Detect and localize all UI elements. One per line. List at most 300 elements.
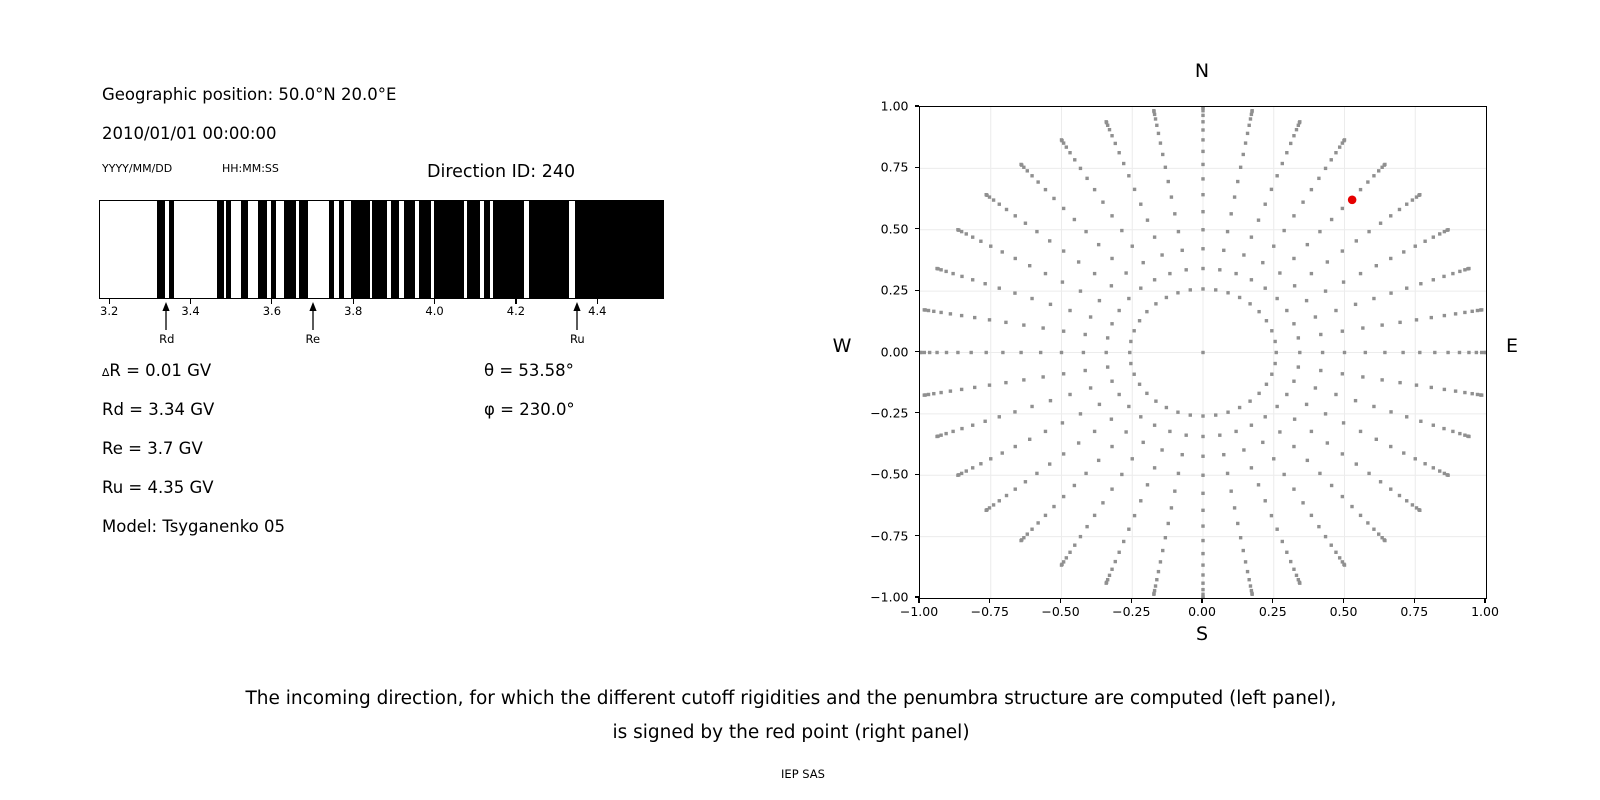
scatter-dot xyxy=(1201,210,1204,213)
scatter-dot xyxy=(1201,588,1204,591)
scatter-dot xyxy=(1289,560,1292,563)
scatter-dot xyxy=(1084,230,1087,233)
x-axis-tick-label: 0.50 xyxy=(1329,604,1358,619)
scatter-dot xyxy=(1257,483,1260,486)
scatter-dot xyxy=(1139,499,1142,502)
scatter-dot xyxy=(1272,244,1275,247)
scatter-dot xyxy=(923,351,926,354)
y-axis-tick xyxy=(915,167,920,168)
scatter-dot xyxy=(935,267,938,270)
scatter-dot xyxy=(1160,448,1163,451)
scatter-dot xyxy=(1341,372,1344,375)
scatter-dot xyxy=(1480,351,1483,354)
x-axis-tick-label: 0.75 xyxy=(1400,604,1429,619)
scatter-dot xyxy=(1201,193,1204,196)
scatter-dot xyxy=(1105,581,1108,584)
scatter-dot xyxy=(1004,381,1007,384)
scatter-dot xyxy=(1019,539,1022,542)
scatter-dot xyxy=(1153,424,1156,427)
compass-label-east: E xyxy=(1505,335,1519,357)
axis-tick-label: 3.8 xyxy=(344,304,363,318)
x-axis-tick xyxy=(1060,598,1061,603)
scatter-dot xyxy=(1041,375,1044,378)
scatter-dot xyxy=(1108,128,1111,131)
scatter-dot xyxy=(1218,268,1221,271)
y-axis-tick-label: 0.50 xyxy=(880,221,909,237)
y-axis-tick-label: −0.25 xyxy=(870,405,909,421)
scatter-dot xyxy=(1443,314,1446,317)
scatter-dot xyxy=(1282,473,1285,476)
scatter-dot xyxy=(1293,417,1296,420)
scatter-dot xyxy=(1133,514,1136,517)
scatter-dot xyxy=(1049,399,1052,402)
scatter-dot xyxy=(1446,228,1449,231)
scatter-dot xyxy=(1248,302,1251,305)
axis-tick-label: 4.0 xyxy=(425,304,444,318)
scatter-dot xyxy=(1438,469,1441,472)
scatter-dot xyxy=(1250,593,1253,596)
scatter-dot xyxy=(1250,235,1253,238)
penumbra-band xyxy=(339,201,344,298)
penumbra-plot xyxy=(99,200,664,299)
scatter-dot xyxy=(1013,291,1016,294)
scatter-dot xyxy=(939,391,942,394)
scatter-dot xyxy=(1423,462,1426,465)
scatter-dot xyxy=(1214,413,1217,416)
scatter-dot xyxy=(1275,174,1278,177)
scatter-dot xyxy=(1127,405,1130,408)
scatter-dot xyxy=(1218,433,1221,436)
scatter-dot xyxy=(1334,309,1337,312)
scatter-dot xyxy=(1014,487,1017,490)
scatter-dot xyxy=(1246,132,1249,135)
scatter-dot xyxy=(1451,272,1454,275)
scatter-dot xyxy=(951,430,954,433)
time-format-label: HH:MM:SS xyxy=(222,162,279,175)
scatter-dot xyxy=(1173,489,1176,492)
scatter-dot xyxy=(1019,163,1022,166)
scatter-dot xyxy=(1181,453,1184,456)
scatter-dot xyxy=(960,388,963,391)
scatter-dot xyxy=(1146,218,1149,221)
scatter-dot xyxy=(1201,563,1204,566)
scatter-dot xyxy=(1419,420,1422,423)
scatter-dot xyxy=(1249,584,1252,587)
up-arrow-icon xyxy=(571,302,583,331)
scatter-dot xyxy=(1155,124,1158,127)
x-axis-tick xyxy=(1131,598,1132,603)
scatter-dot xyxy=(1292,257,1295,260)
scatter-dot xyxy=(939,433,942,436)
scatter-dot xyxy=(1098,299,1101,302)
scatter-dot xyxy=(1065,145,1068,148)
scatter-dot xyxy=(1124,430,1127,433)
scatter-dot xyxy=(1389,410,1392,413)
scatter-dot xyxy=(1060,351,1063,354)
scatter-dot xyxy=(1153,466,1156,469)
scatter-dot xyxy=(1093,272,1096,275)
axis-tick-label: 3.2 xyxy=(100,304,119,318)
marker-Ru xyxy=(570,302,584,346)
scatter-dot xyxy=(1398,208,1401,211)
scatter-dot xyxy=(1433,351,1436,354)
scatter-dot xyxy=(1354,303,1357,306)
scatter-dot xyxy=(1124,271,1127,274)
scatter-dot xyxy=(1463,391,1466,394)
scatter-dot xyxy=(1334,551,1337,554)
scatter-dot xyxy=(1036,521,1039,524)
scatter-dot xyxy=(989,244,992,247)
compass-label-north: N xyxy=(1194,60,1210,82)
scatter-dot xyxy=(1270,188,1273,191)
scatter-dot xyxy=(1201,435,1204,438)
scatter-dot xyxy=(1019,351,1022,354)
penumbra-band xyxy=(351,201,370,298)
penumbra-band xyxy=(529,201,569,298)
scatter-dot xyxy=(1364,351,1367,354)
scatter-dot xyxy=(1152,109,1155,112)
scatter-dot xyxy=(1233,195,1236,198)
scatter-dot xyxy=(1249,117,1252,120)
scatter-dot xyxy=(1458,270,1461,273)
scatter-dot xyxy=(1089,315,1092,318)
x-axis-tick-label: 0.00 xyxy=(1188,604,1216,619)
scatter-dot xyxy=(1110,417,1113,420)
scatter-dot xyxy=(1292,380,1295,383)
scatter-dot xyxy=(1028,438,1031,441)
scatter-dot xyxy=(1110,380,1113,383)
y-axis-tick-label: −1.00 xyxy=(870,589,909,605)
direction-map-plot xyxy=(919,106,1487,599)
scatter-dot xyxy=(971,424,974,427)
penumbra-markers xyxy=(99,302,664,352)
scatter-dot xyxy=(1164,166,1167,169)
marker-label: Re xyxy=(305,332,321,346)
scatter-dot xyxy=(1131,457,1134,460)
scatter-dot xyxy=(1463,433,1466,436)
scatter-dot xyxy=(1247,124,1250,127)
scatter-dot xyxy=(1154,399,1157,402)
scatter-dot xyxy=(1432,424,1435,427)
scatter-dot xyxy=(1114,560,1117,563)
scatter-dot xyxy=(1085,177,1088,180)
scatter-dot xyxy=(1476,309,1479,312)
scatter-dot xyxy=(1176,411,1179,414)
x-axis-tick xyxy=(1484,598,1485,603)
scatter-dot xyxy=(1122,162,1125,165)
scatter-dot xyxy=(1201,351,1204,354)
scatter-dot xyxy=(1044,272,1047,275)
scatter-dot xyxy=(1226,291,1229,294)
penumbra-band xyxy=(241,201,247,298)
scatter-dot xyxy=(1128,351,1131,354)
scatter-dot xyxy=(1264,415,1267,418)
scatter-dot xyxy=(1201,492,1204,495)
scatter-dot xyxy=(1355,239,1358,242)
caption-line-2: is signed by the red point (right panel) xyxy=(612,722,970,743)
scatter-dot xyxy=(1168,272,1171,275)
scatter-dot xyxy=(1372,297,1375,300)
scatter-dot xyxy=(1298,581,1301,584)
scatter-dot xyxy=(1062,329,1065,332)
scatter-dot xyxy=(1432,235,1435,238)
scatter-dot xyxy=(960,314,963,317)
scatter-dot xyxy=(1463,311,1466,314)
scatter-dot xyxy=(1361,375,1364,378)
scatter-dot xyxy=(1341,495,1344,498)
scatter-dot xyxy=(1367,472,1370,475)
scatter-dot xyxy=(1242,253,1245,256)
scatter-dot xyxy=(1085,525,1088,528)
scatter-dot xyxy=(1281,162,1284,165)
scatter-dot xyxy=(1062,372,1065,375)
penumbra-band xyxy=(284,201,296,298)
scatter-dot xyxy=(960,427,963,430)
scatter-dot xyxy=(1131,244,1134,247)
scatter-dot xyxy=(1292,445,1295,448)
scatter-dot xyxy=(1030,297,1033,300)
scatter-dot xyxy=(1415,318,1418,321)
scatter-dot xyxy=(1201,474,1204,477)
scatter-dot xyxy=(1324,535,1327,538)
scatter-dot xyxy=(1068,551,1071,554)
scatter-dot xyxy=(1234,430,1237,433)
scatter-dot xyxy=(1127,297,1130,300)
scatter-dot xyxy=(1273,362,1276,365)
scatter-dot xyxy=(1247,578,1250,581)
scatter-dot xyxy=(1484,351,1486,354)
scatter-dot xyxy=(1380,378,1383,381)
scatter-dot xyxy=(1359,272,1362,275)
scatter-dot xyxy=(1401,351,1404,354)
scatter-dot xyxy=(1430,386,1433,389)
scatter-dot xyxy=(1265,383,1268,386)
y-axis-tick-label: 0.00 xyxy=(880,344,909,359)
scatter-dot xyxy=(998,499,1001,502)
scatter-dot xyxy=(1321,351,1324,354)
scatter-dot xyxy=(1117,393,1120,396)
y-axis-tick xyxy=(915,228,920,229)
x-axis-tick-label: 0.25 xyxy=(1258,604,1287,619)
compass-label-west: W xyxy=(832,335,852,357)
scatter-dot xyxy=(1278,430,1281,433)
scatter-dot xyxy=(1270,514,1273,517)
scatter-dot xyxy=(1257,218,1260,221)
scatter-dot xyxy=(1414,457,1417,460)
scatter-dot xyxy=(1005,494,1008,497)
scatter-dot xyxy=(1139,286,1142,289)
scatter-dot xyxy=(1278,271,1281,274)
scatter-dot xyxy=(1129,340,1132,343)
penumbra-band xyxy=(226,201,230,298)
scatter-dot xyxy=(1165,406,1168,409)
scatter-dot xyxy=(1242,549,1245,552)
scatter-dot xyxy=(1201,150,1204,153)
scatter-dot xyxy=(965,232,968,235)
scatter-dot xyxy=(1275,297,1278,300)
geographic-position-text: Geographic position: 50.0°N 20.0°E xyxy=(102,85,397,104)
scatter-dot xyxy=(985,509,988,512)
scatter-dot xyxy=(1480,393,1483,396)
scatter-dot xyxy=(1454,389,1457,392)
penumbra-band xyxy=(467,201,480,298)
scatter-dot xyxy=(1418,509,1421,512)
scatter-dot xyxy=(1013,410,1016,413)
scatter-dot xyxy=(971,466,974,469)
scatter-dot xyxy=(1442,275,1445,278)
scatter-dot xyxy=(1201,163,1204,166)
scatter-dot xyxy=(1024,480,1027,483)
scatter-dot xyxy=(1467,351,1470,354)
axis-tick-label: 3.6 xyxy=(262,304,282,318)
scatter-dot xyxy=(1106,336,1109,339)
scatter-dot xyxy=(1415,383,1418,386)
scatter-dot xyxy=(1201,177,1204,180)
direction-map-y-axis xyxy=(852,98,919,605)
scatter-dot xyxy=(1120,229,1123,232)
y-axis-tick xyxy=(915,412,920,413)
scatter-dot xyxy=(1079,167,1082,170)
marker-Rd xyxy=(159,302,173,346)
scatter-dot xyxy=(1084,472,1087,475)
scatter-dot xyxy=(1201,509,1204,512)
scatter-dot xyxy=(979,462,982,465)
scatter-dot xyxy=(1238,296,1241,299)
scatter-dot xyxy=(1383,351,1386,354)
scatter-dot xyxy=(1265,319,1268,322)
scatter-dot xyxy=(1170,506,1173,509)
scatter-dot xyxy=(1372,405,1375,408)
scatter-dot xyxy=(1164,536,1167,539)
scatter-dot xyxy=(1079,412,1082,415)
scatter-dot xyxy=(1405,415,1408,418)
scatter-dot xyxy=(1097,243,1100,246)
scatter-dot xyxy=(1242,153,1245,156)
credit-text: IEP SAS xyxy=(781,767,825,781)
scatter-dot xyxy=(1201,524,1204,527)
scatter-dot xyxy=(1110,214,1113,217)
scatter-dot xyxy=(1275,405,1278,408)
scatter-dot xyxy=(1324,289,1327,292)
scatter-dot xyxy=(1201,552,1204,555)
scatter-dot xyxy=(1159,141,1162,144)
scatter-dot xyxy=(1330,484,1333,487)
penumbra-band xyxy=(329,201,334,298)
direction-map-svg xyxy=(920,107,1486,598)
scatter-dot xyxy=(1341,249,1344,252)
scatter-dot xyxy=(1359,514,1362,517)
scatter-dot xyxy=(1201,414,1204,417)
scatter-dot xyxy=(1398,321,1401,324)
scatter-dot xyxy=(1275,528,1278,531)
scatter-dot xyxy=(1189,288,1192,291)
scatter-dot xyxy=(1377,169,1380,172)
scatter-dot xyxy=(1152,593,1155,596)
scatter-dot xyxy=(1117,151,1120,154)
scatter-dot xyxy=(1157,570,1160,573)
ru-value: Ru = 4.35 GV xyxy=(102,478,214,497)
scatter-dot xyxy=(1022,378,1025,381)
scatter-dot xyxy=(1101,501,1104,504)
penumbra-band xyxy=(493,201,524,298)
scatter-dot xyxy=(1419,282,1422,285)
scatter-dot xyxy=(1432,466,1435,469)
scatter-dot xyxy=(1110,257,1113,260)
scatter-dot xyxy=(1334,393,1337,396)
scatter-dot xyxy=(939,268,942,271)
scatter-dot xyxy=(1383,539,1386,542)
scatter-dot xyxy=(1110,284,1113,287)
scatter-dot xyxy=(1146,483,1149,486)
scatter-dot xyxy=(965,469,968,472)
scatter-dot xyxy=(1073,543,1076,546)
scatter-dot xyxy=(988,383,991,386)
scatter-dot xyxy=(1463,268,1466,271)
scatter-dot xyxy=(1077,260,1080,263)
scatter-dot xyxy=(1467,435,1470,438)
scatter-dot xyxy=(927,393,930,396)
scatter-dot xyxy=(1244,141,1247,144)
scatter-dot xyxy=(949,389,952,392)
scatter-dot xyxy=(1319,369,1322,372)
scatter-dot xyxy=(1068,151,1071,154)
scatter-dot xyxy=(1062,249,1065,252)
scatter-dot xyxy=(1145,392,1148,395)
penumbra-band xyxy=(169,201,174,298)
scatter-dot xyxy=(1306,459,1309,462)
scatter-dot xyxy=(1122,540,1125,543)
scatter-dot xyxy=(1293,284,1296,287)
scatter-dot xyxy=(1139,415,1142,418)
scatter-dot xyxy=(1229,212,1232,215)
penumbra-band xyxy=(258,201,268,298)
scatter-dot xyxy=(1298,351,1301,354)
scatter-dot xyxy=(1305,299,1308,302)
penumbra-band xyxy=(391,201,399,298)
scatter-dot xyxy=(1132,329,1135,332)
scatter-dot xyxy=(1201,539,1204,542)
x-axis-tick-label: 1.00 xyxy=(1471,604,1499,619)
scatter-dot xyxy=(1001,451,1004,454)
scatter-dot xyxy=(1132,373,1135,376)
scatter-dot xyxy=(1359,188,1362,191)
scatter-dot xyxy=(1285,393,1288,396)
scatter-dot xyxy=(1105,120,1108,123)
scatter-dot xyxy=(1273,340,1276,343)
scatter-dot xyxy=(1292,322,1295,325)
scatter-dot xyxy=(1375,438,1378,441)
delta-symbol: ∆ xyxy=(102,366,110,379)
scatter-dot xyxy=(1383,163,1386,166)
scatter-dot xyxy=(1446,474,1449,477)
scatter-dot xyxy=(1110,322,1113,325)
scatter-dot xyxy=(1330,543,1333,546)
scatter-dot xyxy=(1035,472,1038,475)
y-axis-tick xyxy=(915,535,920,536)
scatter-dot xyxy=(1157,132,1160,135)
scatter-dot xyxy=(1154,117,1157,120)
marker-Re xyxy=(306,302,320,346)
scatter-dot xyxy=(1101,200,1104,203)
scatter-dot xyxy=(923,308,926,311)
scatter-dot xyxy=(920,351,922,354)
penumbra-band xyxy=(404,201,415,298)
scatter-dot xyxy=(1310,188,1313,191)
scatter-dot xyxy=(971,235,974,238)
scatter-dot xyxy=(1106,365,1109,368)
scatter-dot xyxy=(1297,336,1300,339)
scatter-dot xyxy=(1170,195,1173,198)
